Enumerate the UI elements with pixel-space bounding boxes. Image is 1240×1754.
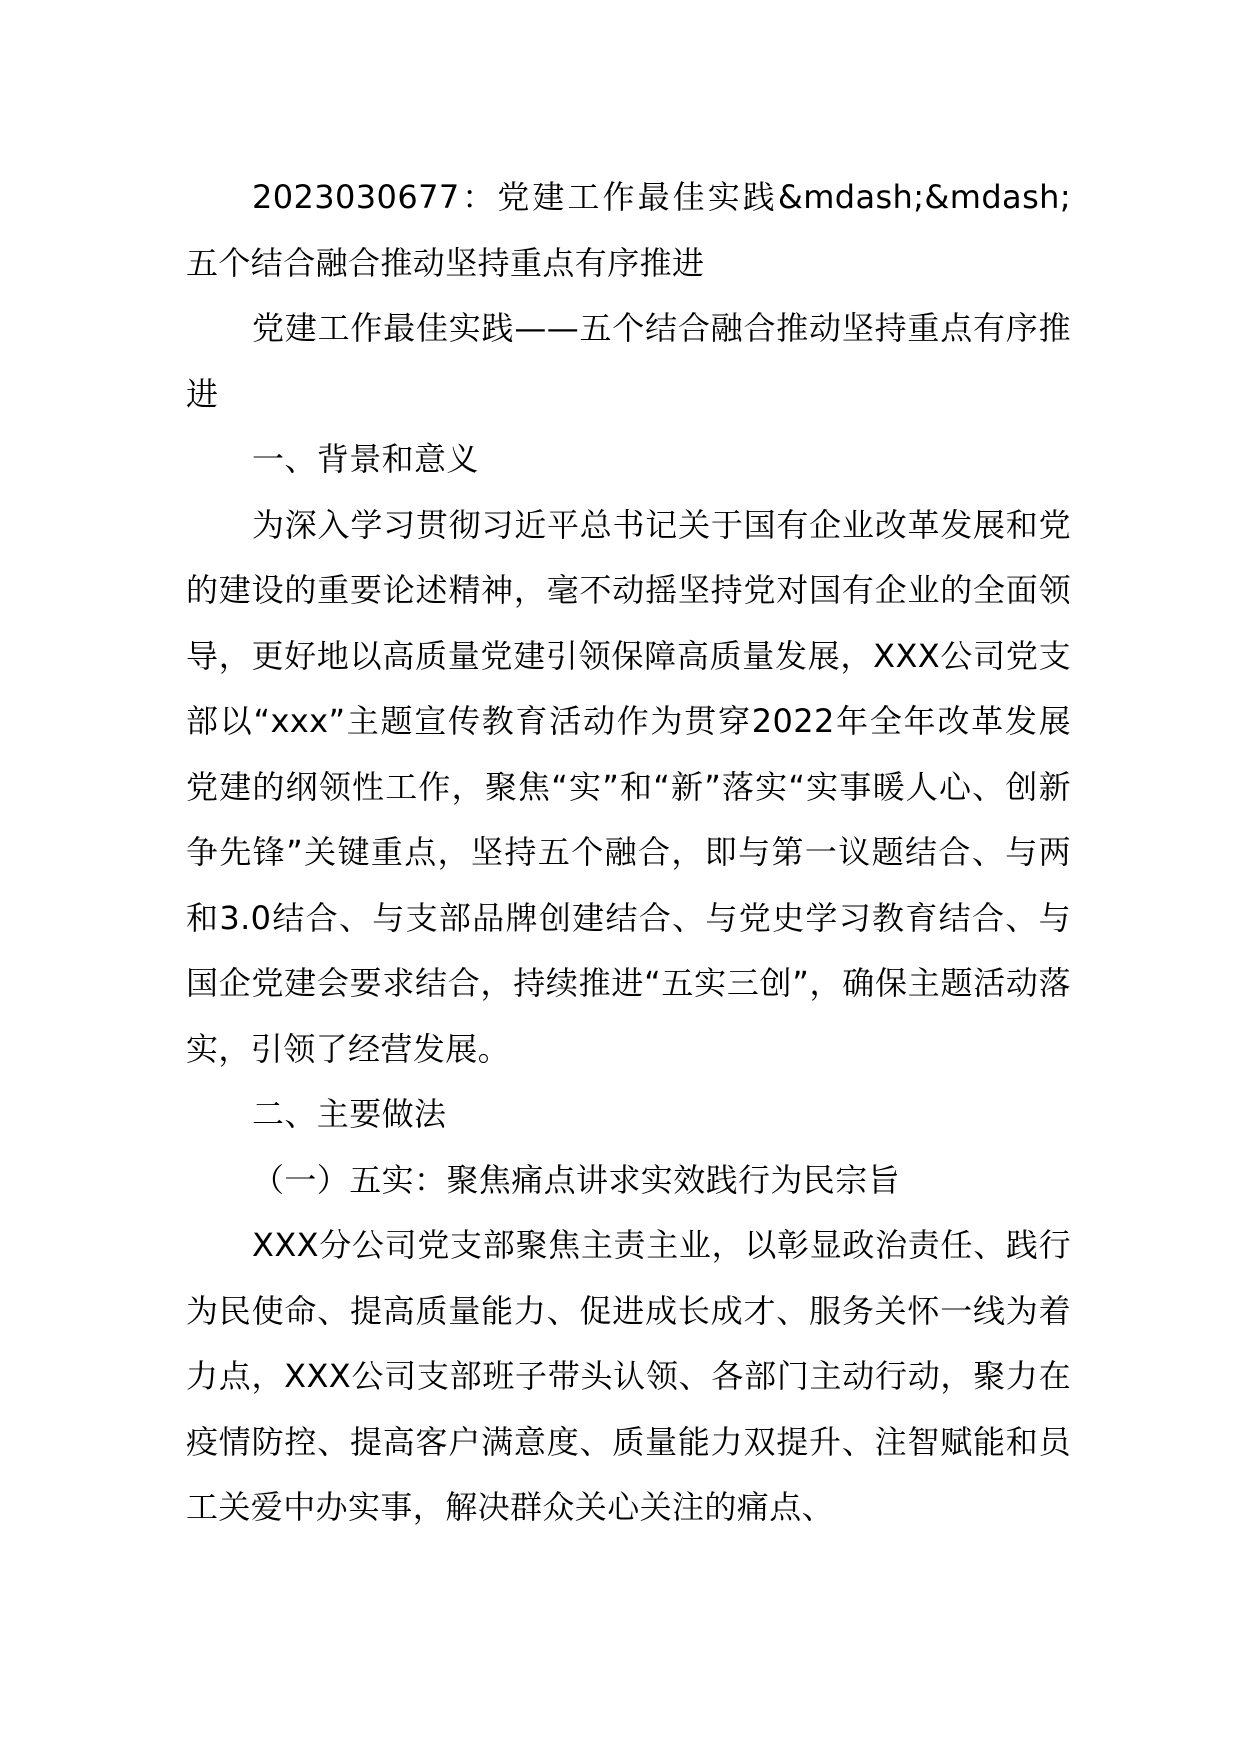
document-heading-code-title: 2023030677：党建工作最佳实践&mdash;&mdash;五个结合融合推动坚持重点有序推进 (186, 178, 1071, 282)
paragraph-five-shi: XXX分公司党支部聚焦主责主业，以彰显政治责任、践行为民使命、提高质量能力、促进成长成才、服务关怀一线为着力点，XXX公司支部班子带头认领、各部门主动行动，聚力在疫情防控、提高客户满意度、质量能力双提升、注智赋能和员工关爱中办实事，解决群众关心关注的痛点、 (186, 1226, 1071, 1526)
document-title: 党建工作最佳实践——五个结合融合推动坚持重点有序推进 (186, 309, 1071, 413)
subsection-heading-five-shi: （一）五实：聚焦痛点讲求实效践行为民宗旨 (252, 1160, 901, 1199)
paragraph-background: 为深入学习贯彻习近平总书记关于国有企业改革发展和党的建设的重要论述精神，毫不动摇坚持党对国有企业的全面领导，更好地以高质量党建引领保障高质量发展，XXX公司党支部以“xxx”主题宣传教育活动作为贯穿2022年全年改革发展党建的纲领性工作，聚焦“实”和“新”落实“实事暖人心、创新争先锋”关键重点，坚持五个融合，即与第一议题结合、与两和3.0结合、与支部品牌创建结合、与党史学习教育结合、与国企党建会要求结合，持续推进“五实三创”，确保主题活动落实，引领了经营发展。 (186, 505, 1071, 1068)
section-heading-background: 一、背景和意义 (252, 440, 479, 478)
section-heading-main-practices: 二、主要做法 (252, 1095, 447, 1133)
document-body (186, 165, 1071, 1541)
